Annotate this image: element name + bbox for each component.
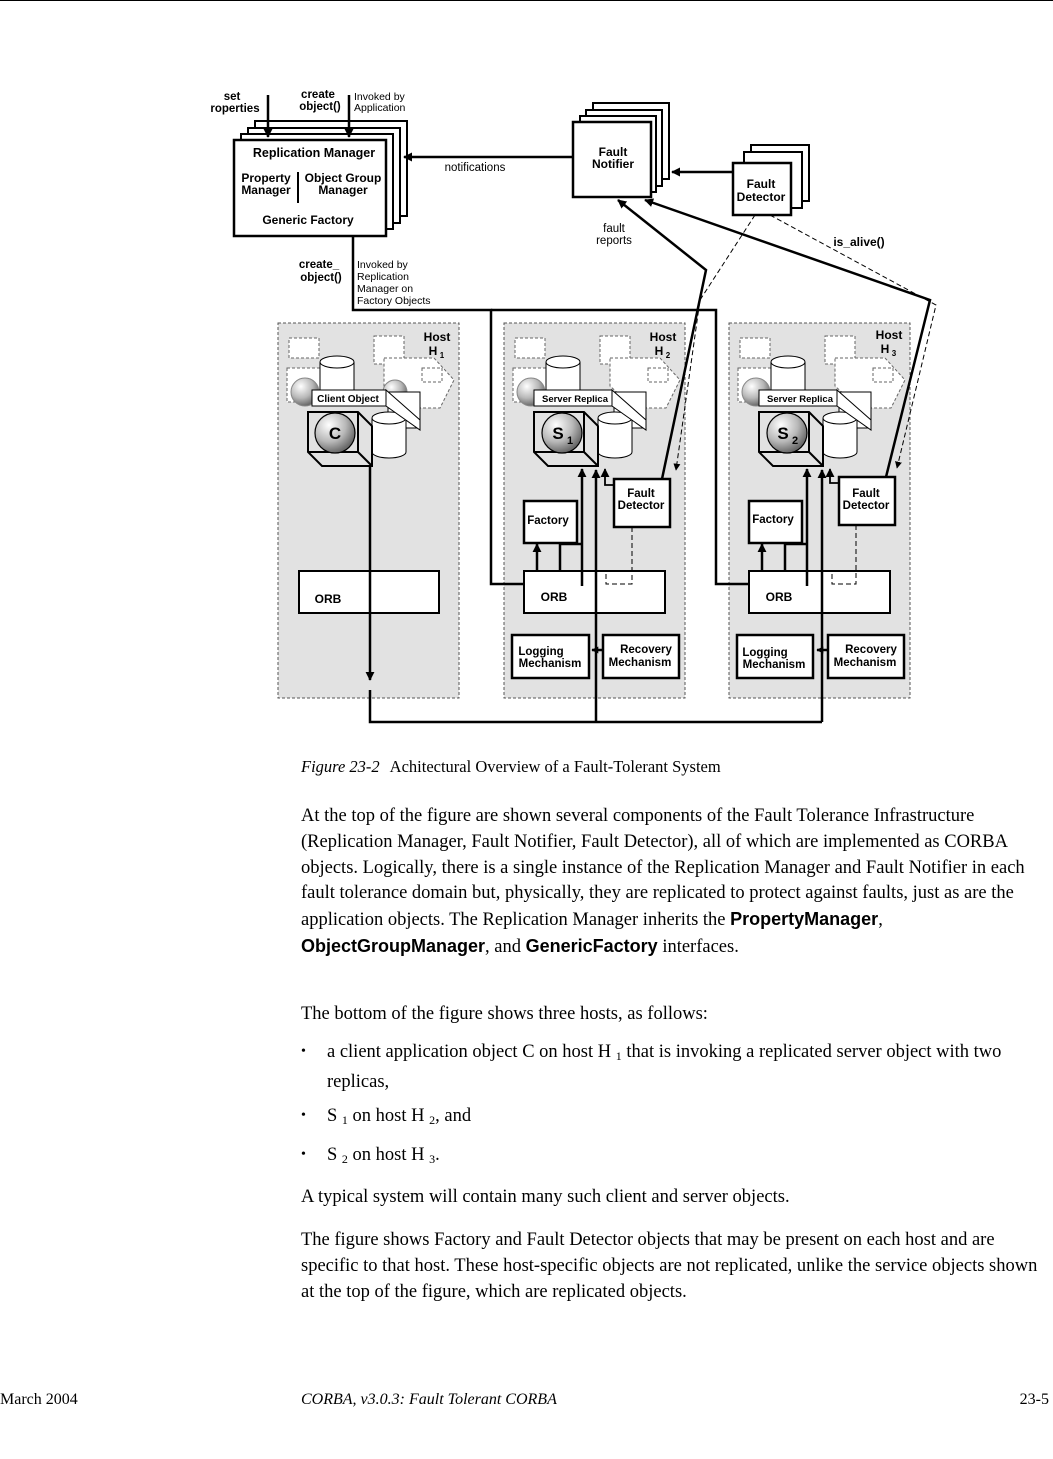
is-alive-label: is_alive() [833, 235, 885, 249]
paragraph-3: A typical system will contain many such client and server objects. [301, 1187, 790, 1207]
logging-h2-label-2: Mechanism [518, 658, 582, 670]
fault-reports-label-1: fault [603, 223, 625, 235]
b1-b: that is invoking a replicated server object with two replicas, [327, 1042, 1002, 1092]
property-manager-label-2: Manager [241, 183, 291, 197]
fd-h3-label-1: Fault [852, 488, 880, 500]
logging-h2-label-1: Logging [518, 646, 564, 658]
paragraph-1 [301, 804, 1053, 961]
host3-label: Host [875, 328, 903, 342]
notifications-label: notifications [444, 162, 506, 174]
b1-a: a client application object C on host H [327, 1042, 616, 1062]
b3-sub1: 2 [341, 1152, 348, 1166]
b3-c: . [435, 1145, 440, 1165]
b3-b: on host H [347, 1145, 430, 1165]
object-label-bottom: object() [300, 272, 342, 284]
fault-detector-top-label-2: Detector [736, 190, 786, 204]
footer-title: CORBA, v3.0.3: Fault Tolerant CORBA [301, 1391, 557, 1408]
object-label-top: object() [299, 101, 341, 113]
footer-date: March 2004 [0, 1391, 78, 1408]
host1-h: H [428, 344, 438, 358]
b1-sub: 1 [615, 1049, 622, 1063]
p1-end: interfaces. [657, 936, 739, 957]
p1-text: At the top of the figure are shown several components of the Fault Tolerance Infrastructure (Replication Manager, Fault Notifier, Fault Detector), all of which are implemented as CORBA objects. Logically, there is a single instance of the Replication Manager and Fault Notifier in each fault tolerance domain but, physically, they are replicated to protect against faults, just as are the application objects. The Replication Manager inherits the [301, 806, 1025, 931]
recovery-h3-label-1: Recovery [845, 644, 897, 656]
server-s1-letter: S [552, 424, 564, 443]
object-group-manager-label-2: Manager [318, 183, 368, 197]
recovery-h3-label-2: Mechanism [833, 657, 897, 669]
p1-sep2: , and [485, 936, 526, 957]
bullet-1-text [327, 1040, 1049, 1096]
b2-sub2: 2 [429, 1113, 436, 1127]
b2-b: on host H [347, 1106, 430, 1126]
create-label-top: create [301, 89, 335, 101]
invoked-by-app-2: Application [354, 102, 406, 114]
fault-detector-top-label-1: Fault [746, 177, 776, 191]
b3-a: S [327, 1145, 342, 1165]
invoked-by-rm-2: Replication [357, 271, 409, 283]
orb-label-2: ORB [540, 590, 568, 604]
invoked-by-app-1: Invoked by [354, 91, 405, 103]
invoked-by-rm-1: Invoked by [357, 259, 408, 271]
server-s1-sub: 1 [566, 435, 574, 447]
server-s2-letter: S [777, 424, 789, 443]
client-c-label: C [328, 424, 342, 443]
paragraph-2: The bottom of the figure shows three hosts, as follows: [301, 1004, 708, 1024]
recovery-h2-label-1: Recovery [620, 644, 672, 656]
host3-sub: 3 [891, 349, 897, 358]
host2-h: H [654, 344, 664, 358]
create-label-bottom: create_ [298, 259, 340, 271]
object-group-manager-interface: ObjectGroupManager [301, 935, 486, 956]
orb-label-1: ORB [314, 592, 342, 606]
property-manager-label-1: Property [241, 171, 291, 185]
invoked-by-rm-3: Manager on [357, 283, 414, 295]
fd-h2-label-1: Fault [627, 488, 655, 500]
fault-notifier-label-2: Notifier [592, 157, 634, 171]
client-object-label: Client Object [317, 394, 379, 405]
p1-sep1: , [878, 910, 883, 931]
b2-c: , and [435, 1106, 472, 1126]
b2-a: S [327, 1106, 342, 1126]
figure-number: Figure 23-2 [301, 757, 380, 776]
server-s2-sub: 2 [791, 435, 799, 447]
set-label: set [223, 91, 241, 103]
factory-label-2: Factory [752, 514, 794, 526]
factory-label-1: Factory [527, 515, 569, 527]
invoked-by-rm-4: Factory Objects [357, 295, 431, 307]
bullet-1-marker: • [301, 1044, 306, 1059]
logging-h3-label-2: Mechanism [742, 659, 806, 671]
host1-sub: 1 [439, 351, 445, 360]
bullet-2-text [327, 1104, 1049, 1134]
property-manager-interface: PropertyManager [730, 909, 879, 930]
bullet-2-marker: • [301, 1108, 306, 1123]
b2-sub1: 1 [341, 1113, 348, 1127]
figure-title: Achitectural Overview of a Fault-Tolerant System [389, 757, 721, 776]
footer-page: 23-5 [1019, 1391, 1049, 1408]
bullet-3-text [327, 1143, 1049, 1173]
paragraph-4: The figure shows Factory and Fault Detector objects that may be present on each host and are specific to that host. These host-specific objects are not replicated, unlike the service objects shown at the top of the figure, which are replicated objects. [301, 1230, 1038, 1302]
fault-reports-label-2: reports [596, 235, 632, 247]
orb-label-3: ORB [765, 590, 793, 604]
host1-label: Host [423, 330, 451, 344]
b3-sub2: 3 [429, 1152, 436, 1166]
host3-h: H [880, 342, 890, 356]
recovery-h2-label-2: Mechanism [608, 657, 672, 669]
server-replica-label-1: Server Replica [541, 394, 609, 405]
fd-h3-label-2: Detector [842, 500, 890, 512]
fd-h2-label-2: Detector [617, 500, 665, 512]
host2-label: Host [649, 330, 677, 344]
object-group-manager-label-1: Object Group [304, 171, 382, 185]
generic-factory-interface: GenericFactory [525, 935, 658, 956]
logging-h3-label-1: Logging [742, 647, 788, 659]
bullet-3-marker: • [301, 1147, 306, 1162]
server-replica-label-2: Server Replica [766, 394, 834, 405]
generic-factory-label: Generic Factory [262, 213, 354, 227]
fault-notifier-label-1: Fault [598, 145, 628, 159]
host2-sub: 2 [665, 351, 671, 360]
replication-manager-label: Replication Manager [252, 146, 376, 160]
figure-caption [301, 757, 721, 777]
properties-label: roperties [210, 103, 260, 115]
